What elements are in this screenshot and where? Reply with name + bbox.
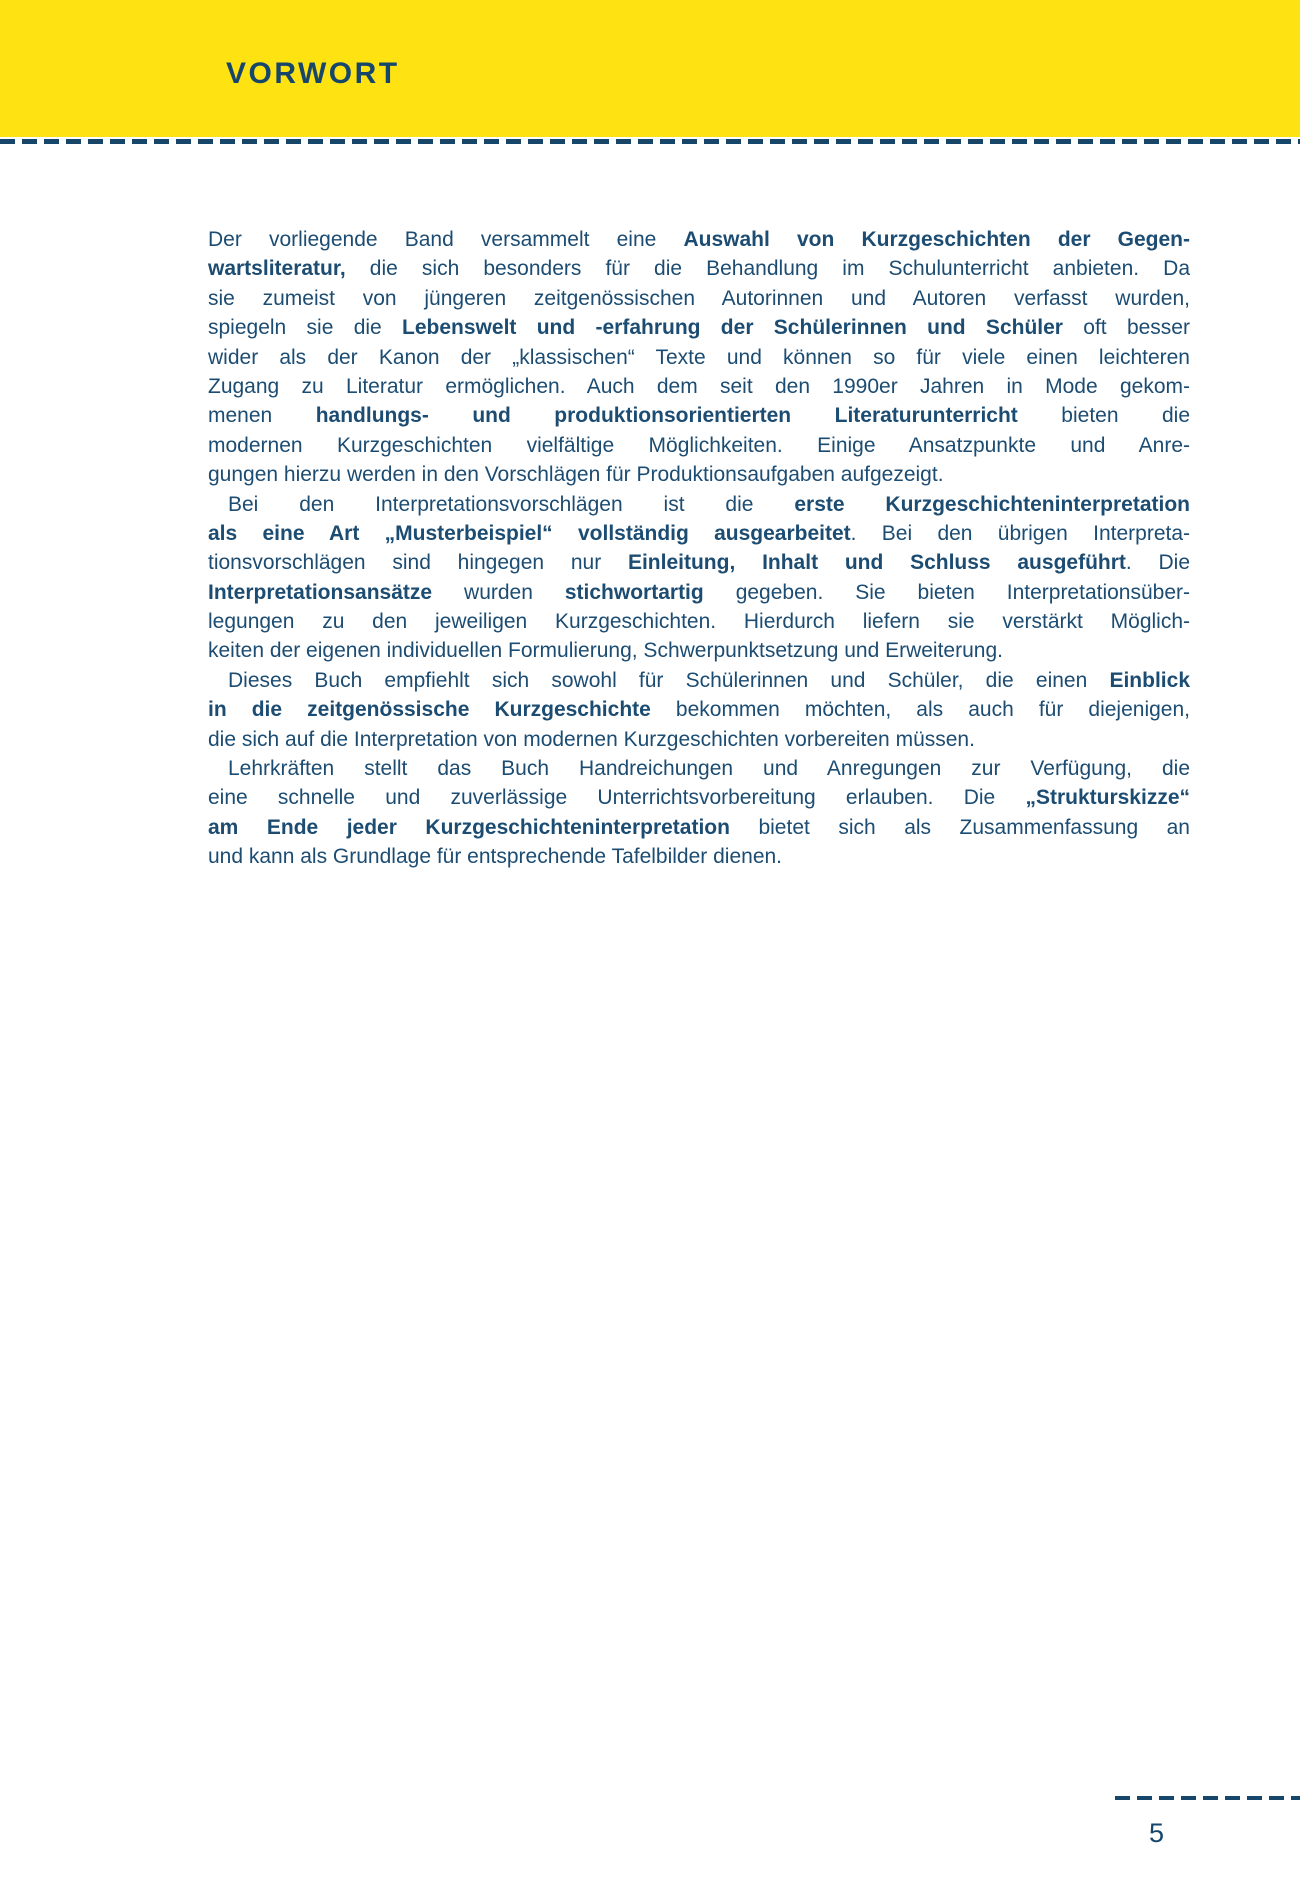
preface-text: [208, 225, 1190, 872]
text-run: wider als der Kanon der „klassischen“ Texte und können so für viele einen leichteren: [208, 345, 1190, 369]
text-run: eine schnelle und zuverlässige Unterrichtsvorbereitung erlauben. Die: [208, 786, 1026, 810]
text-run: sie zumeist von jüngeren zeitgenössischen Autorinnen und Autoren verfasst wurden,: [208, 286, 1190, 310]
text-run: Zugang zu Literatur ermöglichen. Auch dem seit den 1990er Jahren in Mode gekom-: [208, 374, 1190, 398]
page-number: 5: [1149, 1818, 1165, 1848]
text-line: [208, 343, 1190, 372]
bold-text-run: in die zeitgenössische Kurzgeschichte: [208, 698, 651, 722]
paragraph: [208, 754, 1190, 872]
text-run: . Die: [1125, 551, 1191, 575]
text-line: [208, 254, 1190, 283]
text-line: [208, 284, 1190, 313]
bold-text-run: am Ende jeder Kurzgeschichteninterpretation: [208, 815, 730, 839]
text-run: keiten der eigenen individuellen Formulierung, Schwerpunktsetzung und Erweiterung.: [208, 639, 1003, 663]
bold-text-run: Einleitung, Inhalt und Schluss ausgeführt: [627, 551, 1126, 575]
text-run: Bei den Interpretationsvorschlägen ist die: [228, 492, 795, 516]
text-run: menen: [208, 404, 316, 428]
text-run: Dieses Buch empfiehlt sich sowohl für Schülerinnen und Schüler, die einen: [228, 668, 1110, 692]
text-line: [208, 460, 1190, 489]
text-line: [208, 695, 1190, 724]
bold-text-run: erste Kurzgeschichteninterpretation: [794, 492, 1190, 516]
text-run: gegeben. Sie bieten Interpretationsüber-: [703, 580, 1191, 604]
text-line: [208, 548, 1190, 577]
text-line: [208, 372, 1190, 401]
text-line: [208, 783, 1190, 812]
text-run: bekommen möchten, als auch für diejenigen,: [650, 698, 1190, 722]
text-run: Der vorliegende Band versammelt eine: [208, 228, 684, 251]
bold-text-run: Auswahl von Kurzgeschichten der Gegen-: [683, 228, 1190, 251]
bold-text-run: Interpretationsansätze: [208, 580, 433, 604]
text-run: die sich besonders für die Behandlung im Schulunterricht anbieten. Da: [345, 257, 1190, 281]
text-line: [208, 431, 1190, 460]
text-run: modernen Kurzgeschichten vielfältige Möglichkeiten. Einige Ansatzpunkte und Anre-: [208, 433, 1190, 457]
bold-text-run: „Strukturskizze“: [1025, 786, 1190, 810]
text-run: legungen zu den jeweiligen Kurzgeschichten. Hierdurch liefern sie verstärkt Möglich-: [208, 610, 1190, 634]
text-run: gungen hierzu werden in den Vorschlägen für Produktionsaufgaben aufgezeigt.: [208, 463, 944, 487]
bold-text-run: Einblick: [1109, 668, 1190, 692]
bold-text-run: Lebenswelt und -erfahrung der Schülerinnen und Schüler: [402, 316, 1063, 340]
text-line: [208, 401, 1190, 430]
text-run: wurden: [432, 580, 565, 604]
page-title: VORWORT: [226, 57, 400, 90]
text-line: [208, 813, 1190, 842]
text-run: oft besser: [1062, 316, 1190, 340]
text-line: [208, 313, 1190, 342]
bold-text-run: als eine Art „Musterbeispiel“ vollständig ausgearbeitet: [208, 521, 851, 545]
text-line: [208, 754, 1190, 783]
text-run: . Bei den übrigen Interpreta-: [850, 521, 1191, 545]
header-band: [0, 0, 1300, 137]
paragraph: [208, 490, 1190, 666]
text-line: [208, 490, 1190, 519]
bold-text-run: wartsliteratur,: [208, 257, 346, 281]
text-run: bieten die: [1017, 404, 1191, 428]
paragraph: [208, 225, 1190, 490]
paragraph: [208, 666, 1190, 754]
text-run: spiegeln sie die: [208, 316, 403, 340]
text-run: und kann als Grundlage für entsprechende Tafelbilder dienen.: [208, 845, 783, 869]
text-run: die sich auf die Interpretation von modernen Kurzgeschichten vorbereiten müssen.: [208, 727, 975, 751]
text-line: [208, 607, 1190, 636]
header-divider: [0, 139, 1300, 144]
footer-divider: [1115, 1796, 1300, 1800]
text-run: bietet sich als Zusammenfassung an: [729, 815, 1190, 839]
bold-text-run: stichwortartig: [564, 580, 704, 604]
text-line: [208, 725, 1190, 754]
text-run: Lehrkräften stellt das Buch Handreichungen und Anregungen zur Verfügung, die: [228, 757, 1190, 781]
text-line: [208, 842, 1190, 871]
text-line: [208, 636, 1190, 665]
text-line: [208, 578, 1190, 607]
text-line: [208, 225, 1190, 254]
bold-text-run: handlungs- und produktionsorientierten Literaturunterricht: [315, 404, 1018, 428]
text-line: [208, 666, 1190, 695]
text-line: [208, 519, 1190, 548]
text-run: tionsvorschlägen sind hingegen nur: [208, 551, 628, 575]
